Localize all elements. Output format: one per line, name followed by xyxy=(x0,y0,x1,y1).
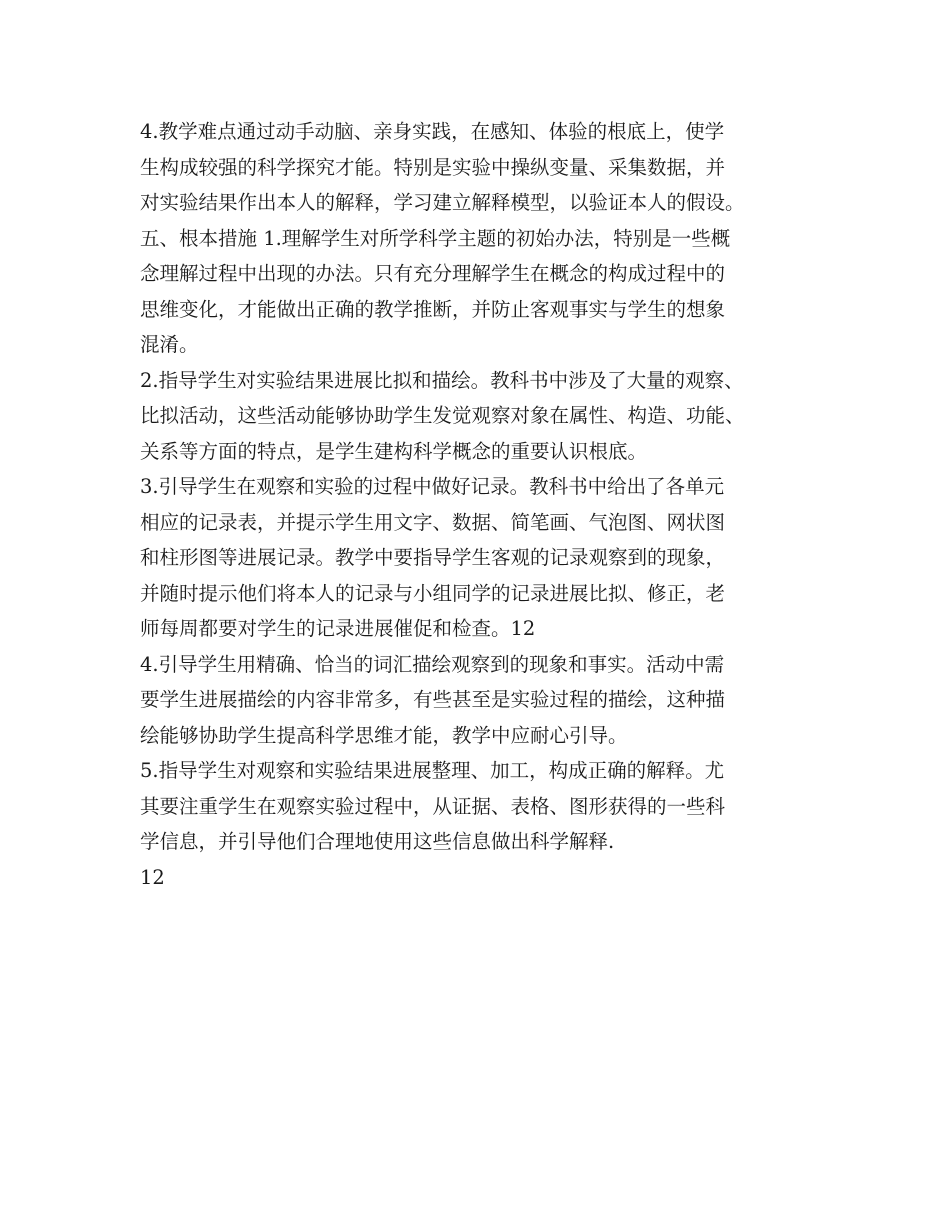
text-line: 3.引导学生在观察和实验的过程中做好记录。教科书中给出了各单元 xyxy=(140,475,725,498)
text-line: 相应的记录表，并提示学生用文字、数据、简笔画、气泡图、网状图 xyxy=(140,510,726,534)
text-line: 绘能够协助学生提高科学思维才能，教学中应耐心引导。 xyxy=(140,723,628,747)
document-body xyxy=(140,114,830,895)
text-line: 学信息，并引导他们合理地使用这些信息做出科学解释. xyxy=(140,830,615,853)
text-line: 并随时提示他们将本人的记录与小组同学的记录进展比拟、修正，老 xyxy=(140,581,726,605)
text-line: 五、根本措施 1.理解学生对所学科学主题的初始办法，特别是一些概 xyxy=(140,226,731,250)
text-line: 关系等方面的特点，是学生建构科学概念的重要认识根底。 xyxy=(140,439,648,463)
text-line: 念理解过程中出现的办法。只有充分理解学生在概念的构成过程中的 xyxy=(140,262,726,285)
text-line: 师每周都要对学生的记录进展催促和检查。12 xyxy=(140,617,536,640)
text-line: 混淆。 xyxy=(140,333,199,356)
text-line: 生构成较强的科学探究才能。特别是实验中操纵变量、采集数据，并 xyxy=(140,155,726,179)
text-line: 其要注重学生在观察实验过程中，从证据、表格、图形获得的一些科 xyxy=(140,794,726,818)
text-line: 4.教学难点通过动手动脑、亲身实践，在感知、体验的根底上，使学 xyxy=(140,120,725,143)
text-line: 2.指导学生对实验结果进展比拟和描绘。教科书中涉及了大量的观察、 xyxy=(140,368,744,392)
page-number: 12 xyxy=(140,865,165,889)
text-line: 对实验结果作出本人的解释，学习建立解释模型，以验证本人的假设。 xyxy=(140,191,745,214)
text-line: 比拟活动，这些活动能够协助学生发觉观察对象在属性、构造、功能、 xyxy=(140,404,745,427)
text-line: 5.指导学生对观察和实验结果进展整理、加工，构成正确的解释。尤 xyxy=(140,759,725,782)
text-line: 思维变化，才能做出正确的教学推断，并防止客观事实与学生的想象 xyxy=(140,297,726,321)
text-line: 要学生进展描绘的内容非常多，有些甚至是实验过程的描绘，这种描 xyxy=(140,688,726,711)
text-line: 4.引导学生用精确、恰当的词汇描绘观察到的现象和事实。活动中需 xyxy=(140,652,725,676)
text-line: 和柱形图等进展记录。教学中要指导学生客观的记录观察到的现象， xyxy=(140,546,726,569)
